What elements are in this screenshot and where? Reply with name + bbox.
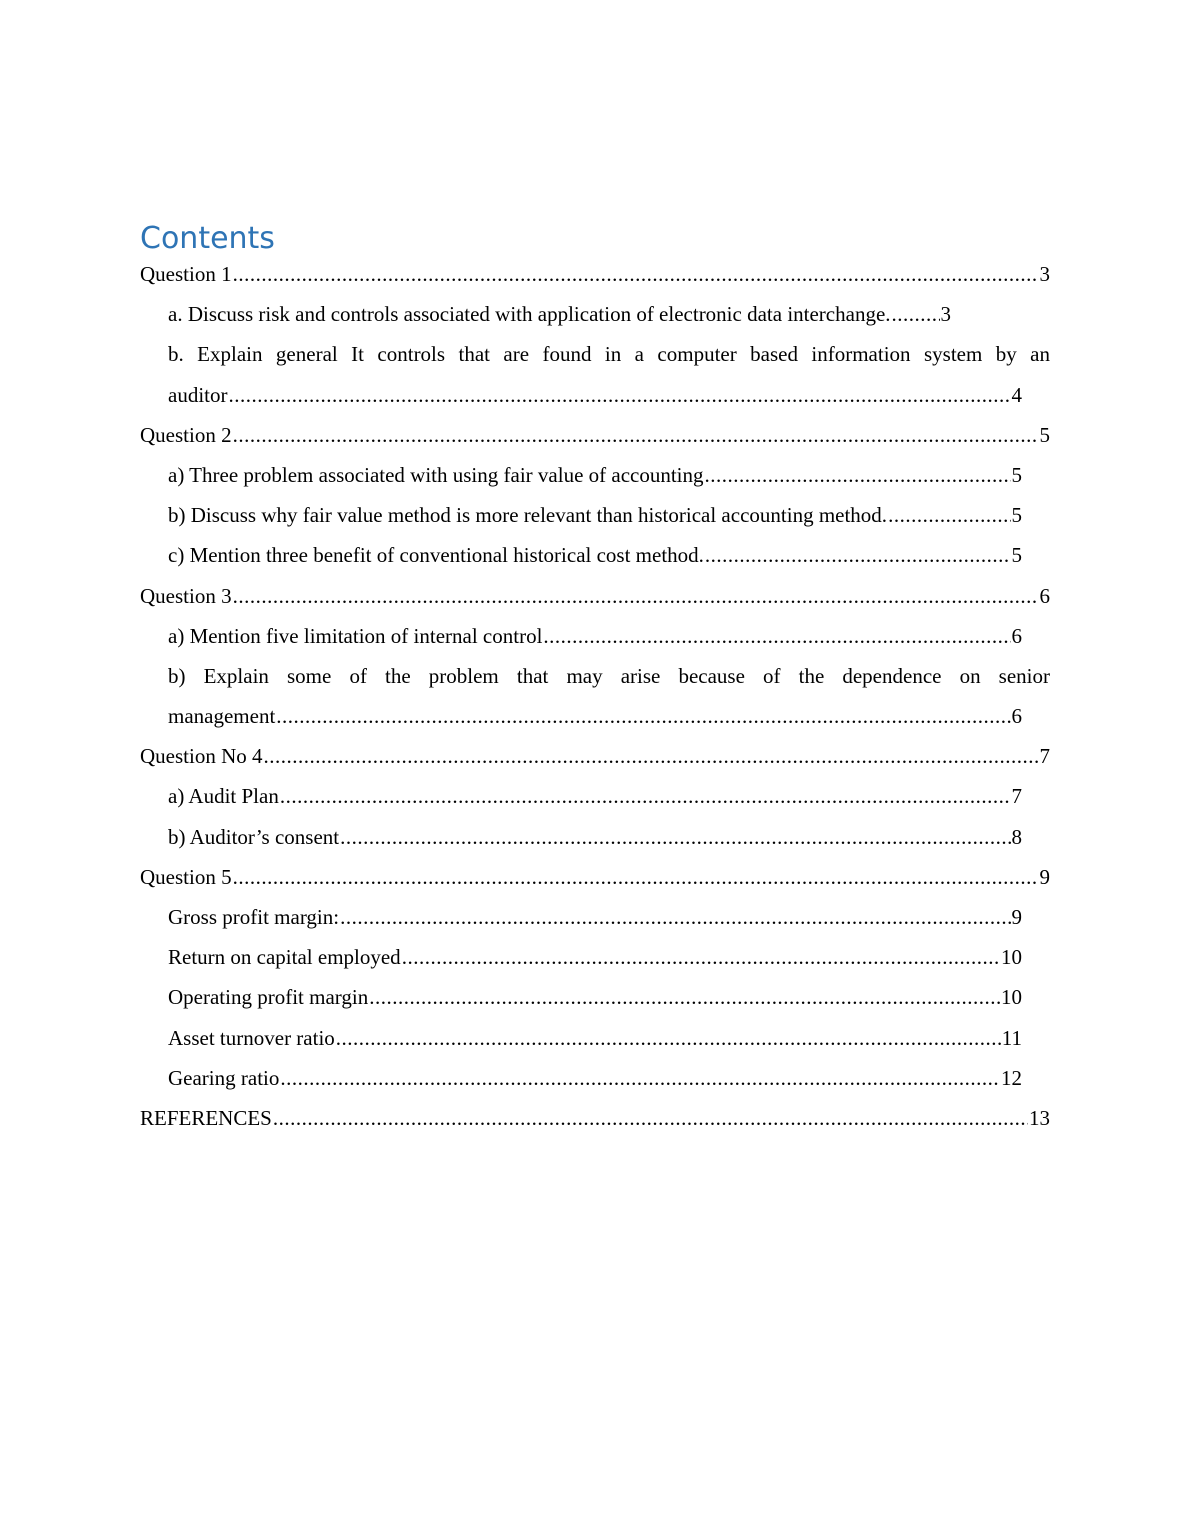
table-of-contents <box>140 254 1050 1138</box>
toc-page-number: 9 <box>1011 905 1022 929</box>
toc-page-number: 5 <box>1011 503 1022 528</box>
toc-entry-label: Operating profit margin <box>168 985 369 1010</box>
dot-leader <box>228 375 1010 415</box>
toc-entry-4b[interactable] <box>140 817 1022 857</box>
toc-page-number: 11 <box>1001 1025 1022 1050</box>
toc-entry-question-3[interactable] <box>140 576 1050 616</box>
dot-leader <box>233 254 1039 294</box>
toc-entry-label: c) Mention three benefit of conventional historical cost method. <box>168 543 704 568</box>
toc-entry-label: Asset turnover ratio <box>168 1025 335 1050</box>
toc-page-number: 13 <box>1029 1105 1050 1130</box>
dot-leader <box>705 455 1011 495</box>
toc-entry-label: Question 1 <box>140 262 232 286</box>
toc-entry-label: Return on capital employed <box>168 945 401 970</box>
toc-entry-label: a. Discuss risk and controls associated with application of electronic data interchange. <box>168 302 891 327</box>
toc-entry-label: a) Mention five limitation of internal control <box>168 623 543 648</box>
toc-page-number: 5 <box>1011 462 1022 487</box>
toc-entry-references[interactable] <box>140 1098 1050 1138</box>
toc-entry-2c[interactable] <box>140 535 1022 575</box>
toc-entry-label: Gearing ratio <box>168 1065 280 1090</box>
dot-leader <box>892 294 940 334</box>
toc-entry-asset-turnover-ratio[interactable] <box>140 1018 1022 1058</box>
dot-leader <box>888 495 1010 535</box>
toc-page-number: 6 <box>1011 623 1022 648</box>
toc-entry-question-4[interactable] <box>140 736 1050 776</box>
toc-page-number: 6 <box>1011 704 1022 729</box>
toc-page-number: 8 <box>1011 824 1022 849</box>
dot-leader <box>233 415 1039 455</box>
toc-entry-label-line1: b) Explain some of the problem that may arise because of the dependence on senior <box>168 663 1050 688</box>
toc-entry-label: REFERENCES <box>140 1105 272 1130</box>
toc-page-number: 9 <box>1039 864 1050 889</box>
dot-leader <box>402 937 1000 977</box>
toc-page-number: 7 <box>1039 744 1050 769</box>
toc-heading: Contents <box>140 221 275 256</box>
toc-page-number: 5 <box>1039 422 1050 447</box>
toc-entry-gearing-ratio[interactable] <box>140 1058 1022 1098</box>
toc-page-number: 3 <box>1039 262 1050 286</box>
dot-leader <box>233 857 1039 897</box>
toc-entry-question-2[interactable] <box>140 415 1050 455</box>
toc-entry-label: Question 3 <box>140 583 232 608</box>
toc-entry-label: Gross profit margin: <box>168 905 340 929</box>
toc-entry-1a[interactable] <box>140 294 1022 334</box>
toc-page-number: 5 <box>1011 543 1022 568</box>
toc-entry-gross-profit-margin[interactable] <box>140 897 1022 937</box>
dot-leader <box>369 977 1000 1017</box>
toc-entry-operating-profit-margin[interactable] <box>140 977 1022 1017</box>
toc-entry-question-1[interactable] <box>140 254 1050 294</box>
dot-leader <box>340 817 1010 857</box>
toc-entry-label: Question 5 <box>140 864 232 889</box>
toc-entry-question-5[interactable] <box>140 857 1050 897</box>
dot-leader <box>233 576 1039 616</box>
dot-leader <box>276 696 1010 736</box>
dot-leader <box>340 897 1010 937</box>
toc-entry-3a[interactable] <box>140 616 1022 656</box>
toc-entry-label: a) Audit Plan <box>168 784 279 809</box>
toc-page-number: 3 <box>940 302 952 327</box>
toc-entry-label: b) Discuss why fair value method is more relevant than historical accounting method. <box>168 503 888 528</box>
toc-entry-label: Question No 4 <box>140 744 263 769</box>
toc-entry-label-line1: b. Explain general It controls that are found in a computer based information system by an <box>168 342 1050 367</box>
dot-leader <box>543 616 1010 656</box>
dot-leader <box>280 776 1011 816</box>
toc-entry-2b[interactable] <box>140 495 1022 535</box>
toc-entry-4a[interactable] <box>140 776 1022 816</box>
toc-entry-label: Question 2 <box>140 422 232 447</box>
toc-entry-1b[interactable] <box>140 334 1050 414</box>
toc-page-number: 6 <box>1039 583 1050 608</box>
toc-entry-return-on-capital-employed[interactable] <box>140 937 1022 977</box>
toc-entry-label-line2: auditor <box>168 382 228 407</box>
toc-entry-label: b) Auditor’s consent <box>168 824 340 849</box>
toc-page-number: 12 <box>1001 1065 1022 1090</box>
toc-entry-label-line2: management <box>168 704 276 729</box>
dot-leader <box>336 1018 1001 1058</box>
toc-page-number: 7 <box>1011 784 1022 809</box>
toc-entry-label: a) Three problem associated with using fair value of accounting <box>168 462 704 487</box>
toc-entry-3b[interactable] <box>140 656 1050 736</box>
toc-page-number: 4 <box>1011 382 1022 407</box>
dot-leader <box>705 535 1011 575</box>
dot-leader <box>273 1098 1028 1138</box>
toc-page-number: 10 <box>1001 945 1022 970</box>
dot-leader <box>264 736 1039 776</box>
dot-leader <box>280 1058 1000 1098</box>
toc-page-number: 10 <box>1001 985 1022 1010</box>
toc-entry-2a[interactable] <box>140 455 1022 495</box>
